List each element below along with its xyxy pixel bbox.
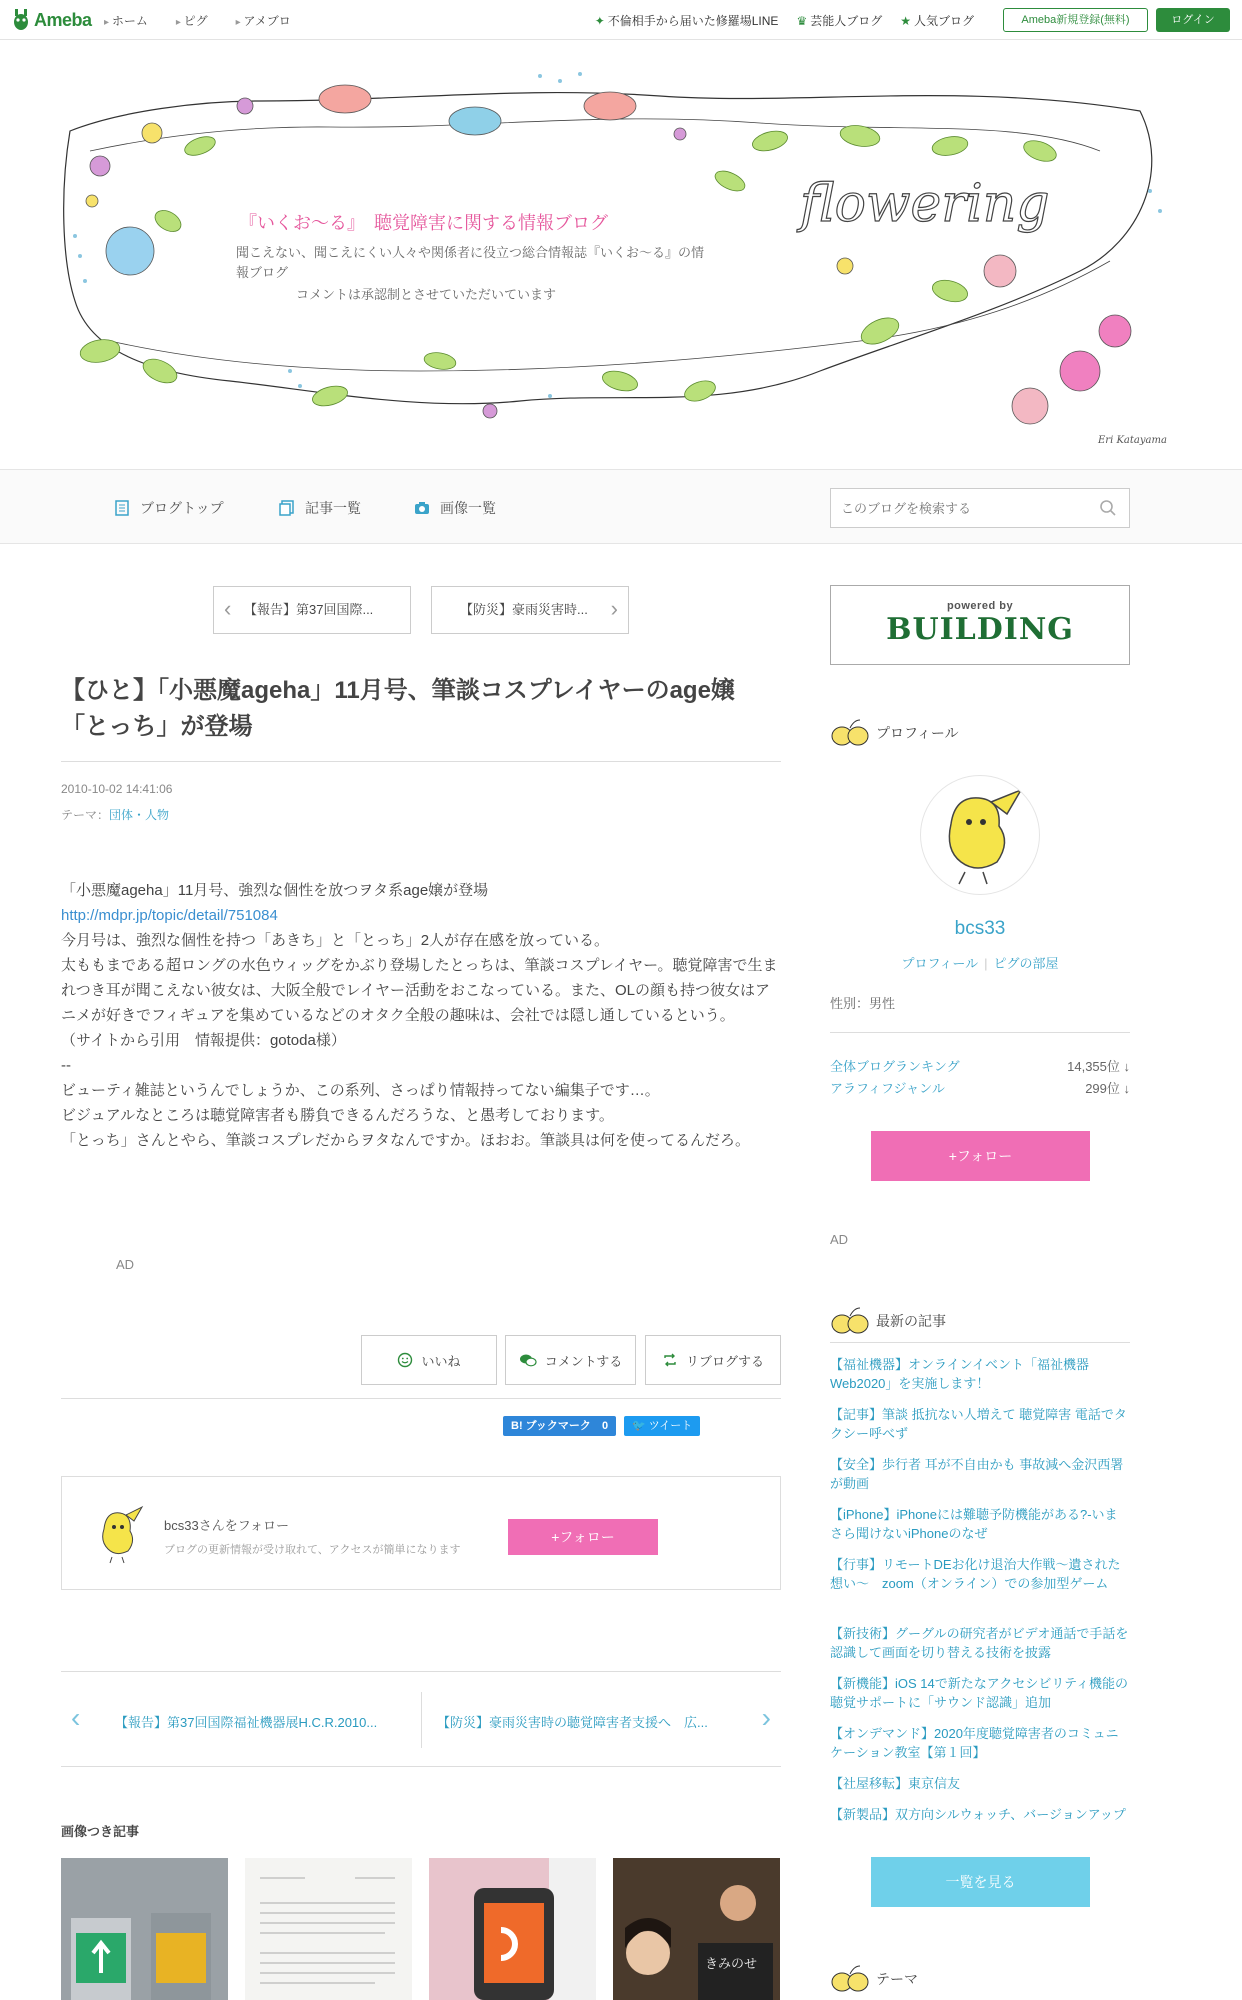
- bcs33-avatar[interactable]: [86, 1501, 152, 1567]
- divider: [830, 1342, 1130, 1343]
- comment-icon: [519, 1352, 537, 1368]
- article-list-icon: [279, 500, 295, 516]
- recent-article-link[interactable]: 【福祉機器】オンラインイベント「福祉機器Web2020」を実施します！: [830, 1357, 1089, 1391]
- butterfly-icon: [830, 1306, 870, 1336]
- global-nav: [104, 12, 291, 29]
- thumb-image: [613, 1858, 780, 2000]
- promo-link-celebrity-label: 芸能人ブログ: [810, 14, 883, 28]
- article-theme: [61, 806, 169, 823]
- article-body: [61, 878, 781, 1153]
- nav-image-list-label: 画像一覧: [440, 500, 496, 516]
- divider: [421, 1692, 422, 1748]
- follow-box-description: ブログの更新情報が受け取れて、アクセスが簡単になります: [164, 1544, 461, 1556]
- blog-search: [830, 488, 1130, 528]
- nav-ameblo[interactable]: ▸ アメブロ: [236, 12, 291, 29]
- ranking-label: 全体ブログランキング: [830, 1059, 960, 1074]
- ranking-value: 299位 ↓: [1085, 1081, 1130, 1096]
- prev-article-button[interactable]: [213, 586, 411, 634]
- image-articles-heading: 画像つき記事: [61, 1824, 140, 1839]
- article-date: 2010-10-02 14:41:06: [61, 782, 173, 796]
- thumb-image: [245, 1858, 412, 2000]
- nav-article-list-label: 記事一覧: [305, 500, 361, 516]
- crown-icon: ♛: [796, 14, 808, 28]
- promo-links: [595, 12, 974, 29]
- building-logo-text: BUILDING: [886, 612, 1074, 647]
- thumb-image: [429, 1858, 596, 2000]
- search-icon[interactable]: [1099, 499, 1117, 517]
- profile-heading: [830, 718, 959, 748]
- blog-nav: [0, 469, 1242, 544]
- follow-box: [61, 1476, 781, 1590]
- recent-article-link[interactable]: 【記事】筆談 抵抗ない人増えて 聴覚障害 電話でタクシー呼べず: [830, 1407, 1127, 1441]
- bookmark-count: 0: [601, 1420, 609, 1432]
- ranking-value: 14,355位 ↓: [1067, 1059, 1130, 1074]
- theme-heading: [830, 1964, 918, 1994]
- article-theme-link[interactable]: 団体・人物: [109, 808, 170, 822]
- artist-signature: Eri Katayama: [1098, 435, 1167, 446]
- next-article-link[interactable]: 【防災】豪雨災害時の聴覚障害者支援へ 広...: [437, 1715, 708, 1730]
- theme-heading-label: テーマ: [876, 1971, 918, 1987]
- camera-icon: [414, 500, 430, 516]
- ameba-mascot-icon: [12, 8, 30, 32]
- chevron-left-icon: ‹: [224, 596, 232, 621]
- smile-icon: [397, 1352, 413, 1368]
- reblog-button[interactable]: [645, 1335, 781, 1385]
- butterfly-icon: [830, 1964, 870, 1994]
- hatena-bookmark-button[interactable]: [503, 1416, 616, 1436]
- register-button[interactable]: Ameba新規登録(無料): [1003, 8, 1148, 32]
- ranking-label: アラフィフジャンル: [830, 1081, 945, 1096]
- article-line: ビューティ雑誌というんでしょうか、この系列、さっぱり情報持ってない編集子です…。: [61, 1082, 660, 1099]
- blog-search-input[interactable]: [831, 489, 1081, 527]
- profile-avatar[interactable]: [920, 775, 1040, 895]
- profile-link[interactable]: プロフィール: [901, 956, 979, 971]
- article-theme-label: テーマ：: [61, 808, 110, 822]
- chevron-right-icon: ›: [610, 596, 618, 621]
- hatena-bookmark-label: B! ブックマーク: [511, 1420, 591, 1432]
- chevron-right-icon[interactable]: ›: [761, 1702, 771, 1733]
- like-button[interactable]: [361, 1335, 497, 1385]
- tweet-label: ツイート: [648, 1420, 693, 1432]
- article-line: 今月号は、強烈な個性を持つ「あきち」と「とっち」2人が存在感を放っている。: [61, 932, 610, 949]
- sparkle-icon: ✦: [594, 14, 605, 28]
- ad-label: AD: [116, 1257, 135, 1272]
- document-icon: [114, 500, 130, 516]
- star-icon: ★: [900, 14, 911, 28]
- divider: [830, 1032, 1130, 1033]
- nav-image-list[interactable]: [414, 498, 496, 518]
- pikachu-avatar-image: [921, 776, 1040, 895]
- tweet-button[interactable]: [624, 1416, 700, 1436]
- nav-pigg[interactable]: ▸ ピグ: [176, 12, 208, 29]
- login-button[interactable]: ログイン: [1156, 8, 1230, 32]
- bottom-pager: [61, 1671, 781, 1767]
- powered-by-label: powered by: [946, 600, 1014, 612]
- follow-button[interactable]: +フォロー: [508, 1519, 658, 1555]
- blog-header[interactable]: [0, 41, 1242, 469]
- blog-note: コメントは承認制とさせていただいています: [296, 287, 557, 302]
- prev-article-link[interactable]: 【報告】第37回国際福祉機器展H.C.R.2010...: [115, 1715, 378, 1730]
- reblog-label: リブログする: [685, 1353, 764, 1369]
- blog-description: 聞こえない、聞こえにくい人々や関係者に役立つ総合情報誌『いくお～る』の情報ブログ: [236, 245, 705, 280]
- image-article-thumb[interactable]: [429, 1858, 596, 2000]
- divider: [61, 761, 781, 762]
- recent-article-link[interactable]: 【安全】歩行者 耳が不自由かも 事故減へ金沢西署が動画: [830, 1457, 1124, 1491]
- promo-link-popular-label: 人気ブログ: [913, 14, 974, 28]
- article-title[interactable]: 【ひと】「小悪魔ageha」11月号、筆談コスプレイヤーのage嬢「とっち」が登場: [61, 677, 735, 740]
- recent-article-link[interactable]: 【iPhone】iPhoneには難聴予防機能がある?-いまさら聞けないiPhoneのなぜ: [830, 1507, 1118, 1541]
- nav-home[interactable]: ▸ ホーム: [104, 12, 148, 29]
- prev-article-label: 【報告】第37回国際...: [244, 602, 374, 617]
- image-article-thumb[interactable]: [613, 1858, 780, 2000]
- see-all-button[interactable]: 一覧を見る: [871, 1857, 1090, 1907]
- ameba-logo-text: Ameba: [34, 9, 92, 30]
- flowering-artwork-text: flowering: [800, 174, 1050, 234]
- divider: [61, 1398, 781, 1399]
- separator: |: [984, 956, 988, 971]
- profile-heading-label: プロフィール: [876, 725, 959, 741]
- article-line: 「とっち」さんとやら、筆談コスプレだからヲタなんですか。ほおお。筆談具は何を使ってるんだろ。: [61, 1132, 750, 1149]
- recent-article-link[interactable]: 【新技術】グーグルの研究者がビデオ通話で手話を認識して画面を切り替える技術を披露: [830, 1626, 1129, 1660]
- svg-text:きみのせ: きみのせ: [705, 1957, 758, 1972]
- profile-gender: 性別：男性: [830, 996, 896, 1011]
- profile-links: [830, 953, 1130, 972]
- promo-link-line[interactable]: [595, 12, 779, 29]
- next-article-button[interactable]: [431, 586, 629, 634]
- promo-link-celebrity[interactable]: [796, 12, 882, 29]
- comment-button[interactable]: [505, 1335, 636, 1385]
- article-line: 太ももまである超ロングの水色ウィッグをかぶり登場したとっちは、筆談コスプレイヤー。聴覚障害で生まれつき耳が聞こえない彼女は、大阪全般でレイヤー活動をおこなっている。また、OLの顔も持つ彼女はアニメが好きでフィギュアを集めているなどのオタク全般の趣味は、会社では隠し通しているという。: [61, 957, 778, 1024]
- article-line: （サイトから引用 情報提供：gotoda様）: [61, 1032, 346, 1049]
- next-article-label: 【防災】豪雨災害時...: [460, 602, 588, 617]
- building-banner[interactable]: [830, 585, 1130, 665]
- butterfly-icon: [830, 718, 870, 748]
- recent-article-link[interactable]: 【行事】リモートDEお化け退治大作戦～遺された想い～ zoom（オンライン）での参加型ゲーム: [830, 1557, 1121, 1591]
- follow-box-name: bcs33さんをフォロー: [164, 1518, 290, 1533]
- promo-link-line-label: 不倫相手から届いた修羅場LINE: [607, 14, 779, 28]
- recent-heading-label: 最新の記事: [876, 1313, 946, 1329]
- recent-article-link[interactable]: 【社屋移転】東京信友: [830, 1776, 961, 1791]
- recent-article-link[interactable]: 【新製品】双方向シルウォッチ、バージョンアップ: [830, 1807, 1126, 1822]
- twitter-bird-icon: 🐦: [632, 1420, 646, 1432]
- recent-article-link[interactable]: 【オンデマンド】2020年度聴覚障害者のコミュニケーション教室【第１回】: [830, 1726, 1119, 1760]
- sidebar-follow-button[interactable]: +フォロー: [871, 1131, 1090, 1181]
- thumb-image: [61, 1858, 228, 2000]
- article-line: ビジュアルなところは聴覚障害者も勝負できるんだろうな、と愚考しております。: [61, 1107, 614, 1124]
- image-article-thumb[interactable]: [61, 1858, 228, 2000]
- reblog-icon: [662, 1352, 678, 1368]
- ranking-row[interactable]: [830, 1078, 1130, 1097]
- nav-blog-top[interactable]: [114, 498, 224, 518]
- nav-blog-top-label: ブログトップ: [140, 500, 224, 516]
- recent-articles-heading: [830, 1306, 946, 1336]
- like-label: いいね: [421, 1353, 461, 1369]
- ad-label: AD: [830, 1232, 849, 1247]
- global-header: [0, 0, 1242, 40]
- comment-label: コメントする: [544, 1353, 623, 1369]
- article-source-link[interactable]: http://mdpr.jp/topic/detail/751084: [61, 907, 278, 924]
- nav-article-list[interactable]: [279, 498, 361, 518]
- profile-name[interactable]: bcs33: [954, 918, 1006, 939]
- recent-article-link[interactable]: 【新機能】iOS 14で新たなアクセシビリティ機能の聴覚サポートに「サウンド認識」追加: [830, 1676, 1129, 1710]
- article-line: 「小悪魔ageha」11月号、強烈な個性を放つヲタ系age嬢が登場: [61, 882, 489, 899]
- ranking-row[interactable]: [830, 1056, 1130, 1075]
- promo-link-popular[interactable]: [900, 12, 974, 29]
- ameba-logo[interactable]: [12, 8, 92, 32]
- pigg-room-link[interactable]: ピグの部屋: [993, 956, 1059, 971]
- image-article-thumb[interactable]: [245, 1858, 412, 2000]
- chevron-left-icon[interactable]: ‹: [71, 1702, 81, 1733]
- blog-title[interactable]: 『いくお～る』 聴覚障害に関する情報ブログ: [239, 213, 608, 233]
- article-line: --: [61, 1057, 71, 1074]
